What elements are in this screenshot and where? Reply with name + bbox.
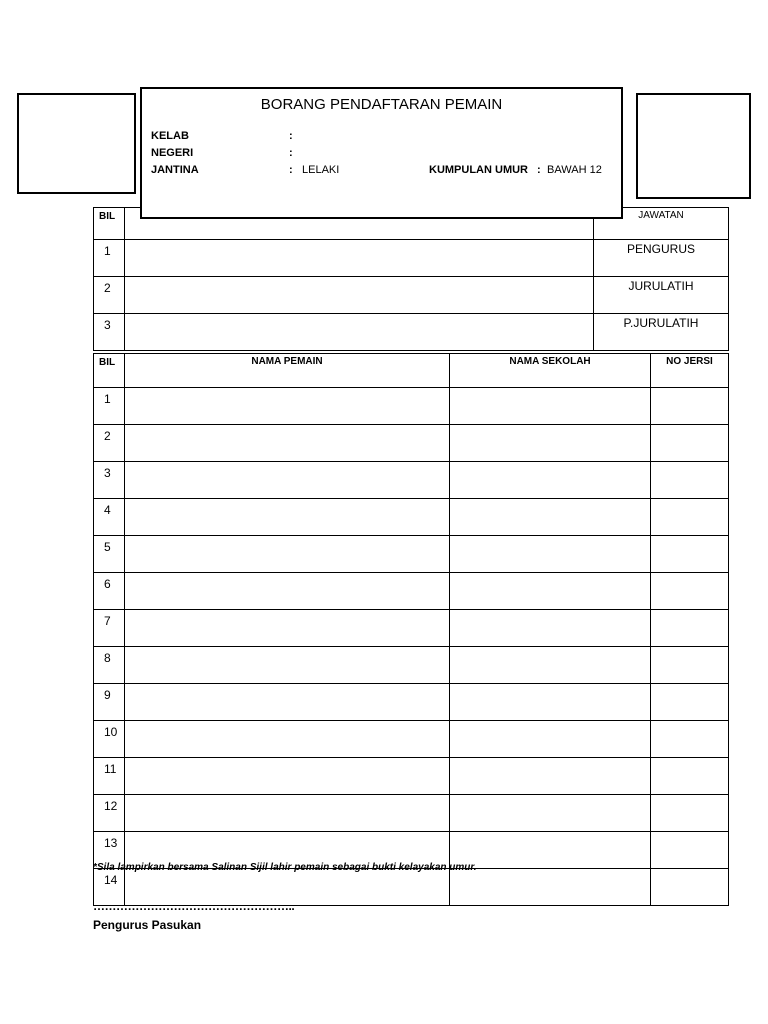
player-row (94, 425, 729, 462)
player-school-cell[interactable] (450, 832, 651, 869)
player-row (94, 388, 729, 425)
officials-bil-cell: 3 (94, 314, 125, 351)
player-jersey-cell[interactable] (651, 462, 729, 499)
player-row (94, 499, 729, 536)
player-name-cell[interactable] (125, 610, 450, 647)
officials-bil-cell: 2 (94, 277, 125, 314)
player-jersey-cell[interactable] (651, 499, 729, 536)
player-bil-cell: 1 (94, 388, 125, 425)
player-bil-cell: 3 (94, 462, 125, 499)
player-bil-cell: 13 (94, 832, 125, 869)
player-row (94, 536, 729, 573)
player-school-cell[interactable] (450, 573, 651, 610)
player-bil-cell: 12 (94, 795, 125, 832)
player-name-cell[interactable] (125, 388, 450, 425)
player-school-cell[interactable] (450, 795, 651, 832)
player-bil-cell: 6 (94, 573, 125, 610)
player-row (94, 684, 729, 721)
player-name-cell[interactable] (125, 684, 450, 721)
player-jersey-cell[interactable] (651, 647, 729, 684)
player-name-cell[interactable] (125, 758, 450, 795)
player-jersey-cell[interactable] (651, 684, 729, 721)
player-row (94, 462, 729, 499)
officials-row (94, 314, 729, 351)
officials-bil-header: BIL (94, 208, 125, 240)
player-bil-cell: 10 (94, 721, 125, 758)
player-jersey-cell[interactable] (651, 795, 729, 832)
kumpulan-umur-field[interactable]: BAWAH 12 (547, 164, 602, 176)
footnote: *Sila lampirkan bersama Salinan Sijil lahir pemain sebagai bukti kelayakan umur. (93, 862, 477, 873)
officials-name-cell[interactable] (125, 277, 594, 314)
player-school-cell[interactable] (450, 684, 651, 721)
kelab-colon: : (289, 130, 293, 142)
player-school-cell[interactable] (450, 462, 651, 499)
player-jersey-cell[interactable] (651, 721, 729, 758)
jawatan-cell: P.JURULATIH (594, 314, 729, 351)
negeri-colon: : (289, 147, 293, 159)
player-row (94, 795, 729, 832)
player-bil-cell: 8 (94, 647, 125, 684)
player-row (94, 647, 729, 684)
player-name-cell[interactable] (125, 462, 450, 499)
player-jersey-cell[interactable] (651, 388, 729, 425)
officials-row (94, 277, 729, 314)
jantina-field[interactable]: LELAKI (302, 164, 340, 176)
player-jersey-cell[interactable] (651, 610, 729, 647)
player-jersey-cell[interactable] (651, 832, 729, 869)
player-jersey-cell[interactable] (651, 536, 729, 573)
player-school-cell[interactable] (450, 536, 651, 573)
player-rows (94, 388, 729, 906)
no-jersi-header: NO JERSI (651, 354, 729, 388)
negeri-label: NEGERI (151, 147, 194, 159)
jawatan-cell: JURULATIH (594, 277, 729, 314)
form-header-box (140, 87, 623, 219)
jawatan-header: JAWATAN (594, 208, 729, 240)
jantina-label: JANTINA (151, 164, 199, 176)
player-school-cell[interactable] (450, 425, 651, 462)
player-name-cell[interactable] (125, 499, 450, 536)
player-school-cell[interactable] (450, 610, 651, 647)
player-name-cell[interactable] (125, 573, 450, 610)
jantina-colon: : (289, 164, 293, 176)
player-jersey-cell[interactable] (651, 573, 729, 610)
form-title: BORANG PENDAFTARAN PEMAIN (260, 96, 503, 113)
player-jersey-cell[interactable] (651, 869, 729, 906)
player-school-cell[interactable] (450, 647, 651, 684)
player-row (94, 721, 729, 758)
player-school-cell[interactable] (450, 388, 651, 425)
player-row (94, 758, 729, 795)
kumpulan-umur-colon: : (537, 164, 541, 176)
player-bil-cell: 7 (94, 610, 125, 647)
signature-line: …………………………………………….. (93, 899, 295, 913)
player-jersey-cell[interactable] (651, 758, 729, 795)
officials-bil-cell: 1 (94, 240, 125, 277)
player-name-cell[interactable] (125, 647, 450, 684)
players-bil-header: BIL (94, 354, 125, 388)
officials-name-cell[interactable] (125, 314, 594, 351)
player-bil-cell: 11 (94, 758, 125, 795)
nama-pemain-header: NAMA PEMAIN (125, 354, 450, 388)
officials-table (93, 207, 729, 351)
player-bil-cell: 9 (94, 684, 125, 721)
player-bil-cell: 2 (94, 425, 125, 462)
player-school-cell[interactable] (450, 758, 651, 795)
photo-box-left (17, 93, 136, 194)
signature-role: Pengurus Pasukan (93, 918, 202, 932)
jawatan-cell: PENGURUS (594, 240, 729, 277)
player-school-cell[interactable] (450, 721, 651, 758)
player-name-cell[interactable] (125, 795, 450, 832)
players-table (93, 353, 729, 906)
kumpulan-umur-label: KUMPULAN UMUR (429, 164, 528, 176)
player-bil-cell: 4 (94, 499, 125, 536)
player-bil-cell: 5 (94, 536, 125, 573)
player-bil-cell: 14 (94, 869, 125, 906)
player-row (94, 573, 729, 610)
officials-name-cell[interactable] (125, 240, 594, 277)
player-jersey-cell[interactable] (651, 425, 729, 462)
player-row (94, 610, 729, 647)
player-name-cell[interactable] (125, 536, 450, 573)
players-header-row (94, 354, 729, 388)
kelab-label: KELAB (151, 130, 189, 142)
player-name-cell[interactable] (125, 425, 450, 462)
player-name-cell[interactable] (125, 721, 450, 758)
player-school-cell[interactable] (450, 869, 651, 906)
player-school-cell[interactable] (450, 499, 651, 536)
officials-row (94, 240, 729, 277)
nama-sekolah-header: NAMA SEKOLAH (450, 354, 651, 388)
photo-box-right (636, 93, 751, 199)
